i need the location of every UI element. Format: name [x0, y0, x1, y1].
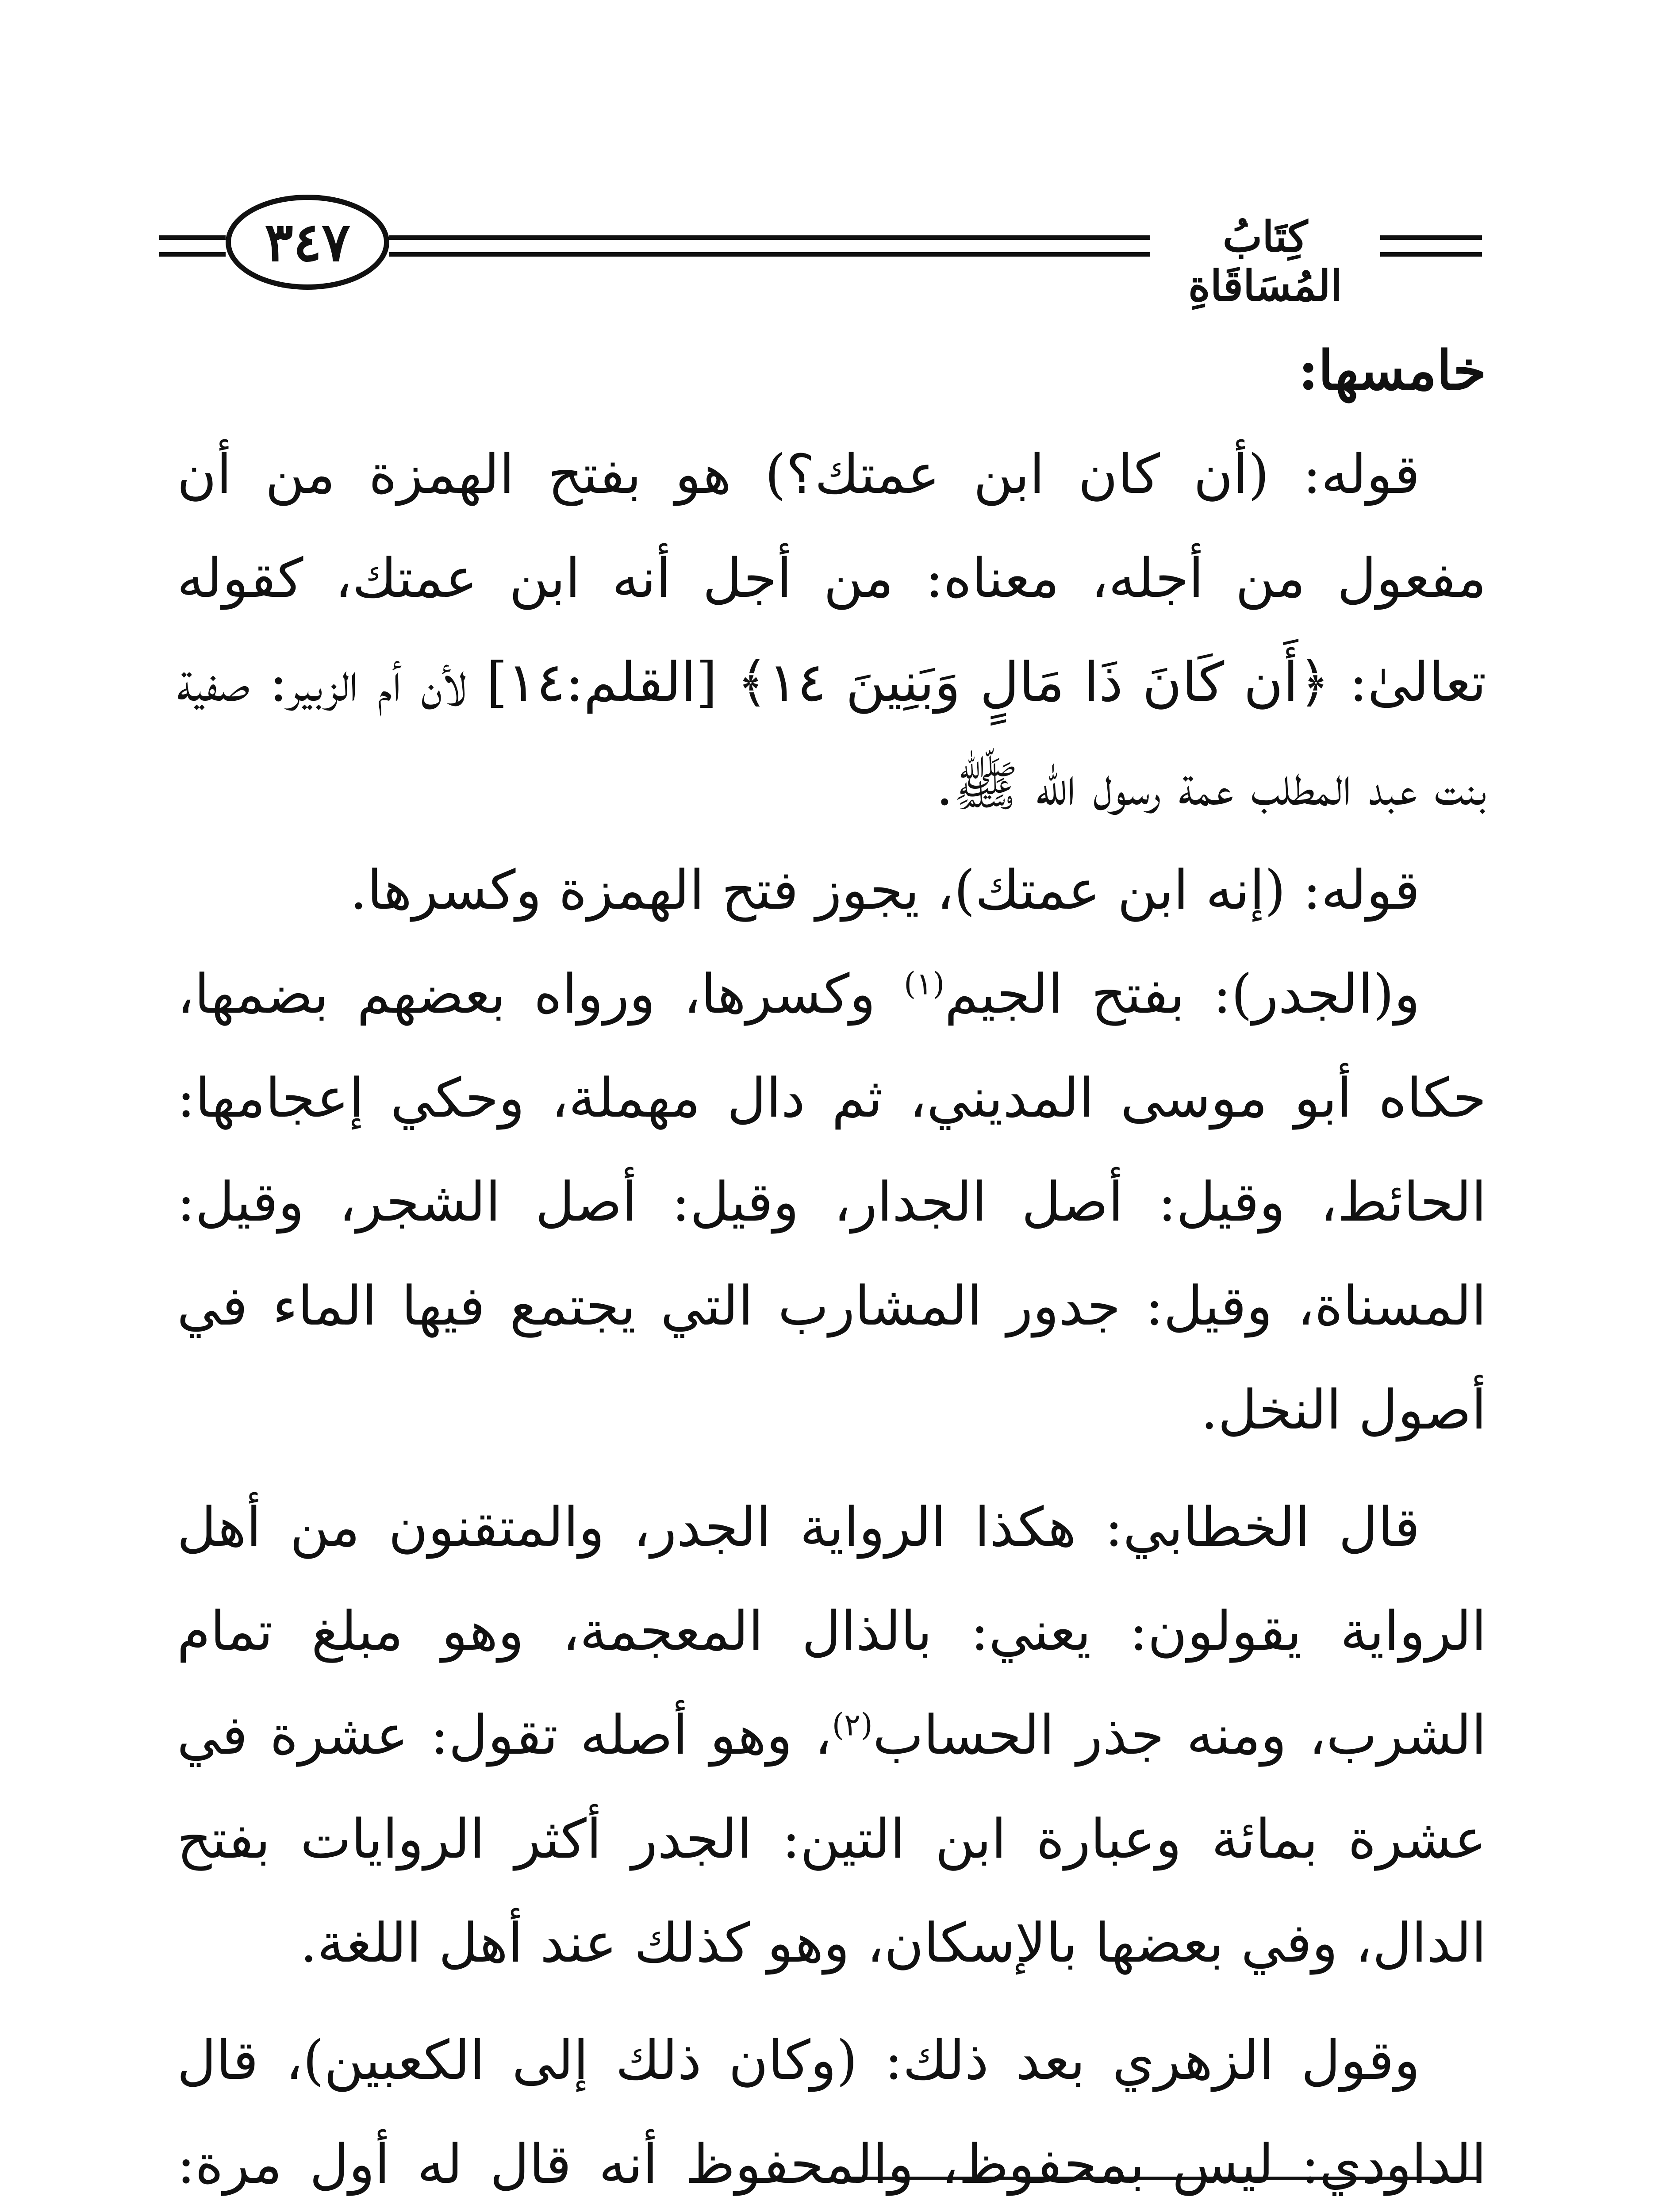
book-title: كِتَابُ المُسَاقَاةِ	[1188, 212, 1343, 311]
page-number-badge	[226, 195, 389, 290]
header-rule	[159, 235, 226, 240]
paragraph-text: قال الخطابي: هكذا الرواية الجدر، والمتقنون من أهل الرواية يقولون: يعني: بالذال المعجمة، وهو مبلغ تمام الشرب، ومنه جذر الحساب	[177, 1496, 1486, 1767]
footnotes	[177, 2201, 1486, 2212]
header-rule	[1380, 235, 1482, 240]
main-text	[177, 319, 1486, 2212]
paragraph: قوله: (أن كان ابن عمتك؟) هو بفتح الهمزة من أن مفعول من أجله، معناه: من أجل أنه ابن عمتك، كقوله تعالىٰ: ﴿أَن كَانَ ذَا مَالٍ وَبَنِينَ ١٤﴾ [القلم:١٤] لأن أم الزبير: صفية بنت عبد المطلب عمة رسول الله ﷺ.	[177, 443, 1487, 818]
header-rule	[389, 235, 1150, 240]
footnote-separator	[849, 2177, 1478, 2180]
header-rule	[1380, 252, 1482, 257]
section-heading: خامسها:	[1298, 338, 1486, 402]
paragraph	[177, 1475, 1486, 1995]
footnote-ref: (٢)	[832, 1706, 873, 1743]
header-rule	[389, 252, 1150, 257]
footnote-ref: (١)	[904, 965, 945, 1002]
header-rule	[159, 252, 226, 257]
paragraph-text: وكسرها، ورواه بعضهم بضمها، حكاه أبو موسى المديني، ثم دال مهملة، وحكي إعجامها: الحائط، وقيل: أصل الجدار، وقيل: أصل الشجر، وقيل: المسناة، وقيل: جدور المشارب التي يجتمع فيها الماء في أصول النخل.	[177, 963, 1486, 1441]
page-header	[159, 195, 1482, 310]
footnote	[177, 2201, 1486, 2212]
paragraph-text: و(الجدر): بفتح الجيم	[944, 963, 1420, 1025]
paragraph: وقول الزهري بعد ذلك: (وكان ذلك إلى الكعبين)، قال الداودي: ليس بمحفوظ، والمحفوظ أنه قال له أول مرة:	[177, 2029, 1486, 2196]
paragraph	[177, 942, 1486, 1462]
page-number: ٣٤٧	[265, 211, 350, 273]
paragraph: قوله: (إنه ابن عمتك)، يجوز فتح الهمزة وكسرها.	[349, 859, 1420, 922]
paragraph-text: ، وهو أصله تقول: عشرة في عشرة بمائة وعبارة ابن التين: الجدر أكثر الروايات بفتح الدال، وفي بعضها بالإسكان، وهو كذلك عند أهل اللغة.	[177, 1704, 1486, 1974]
